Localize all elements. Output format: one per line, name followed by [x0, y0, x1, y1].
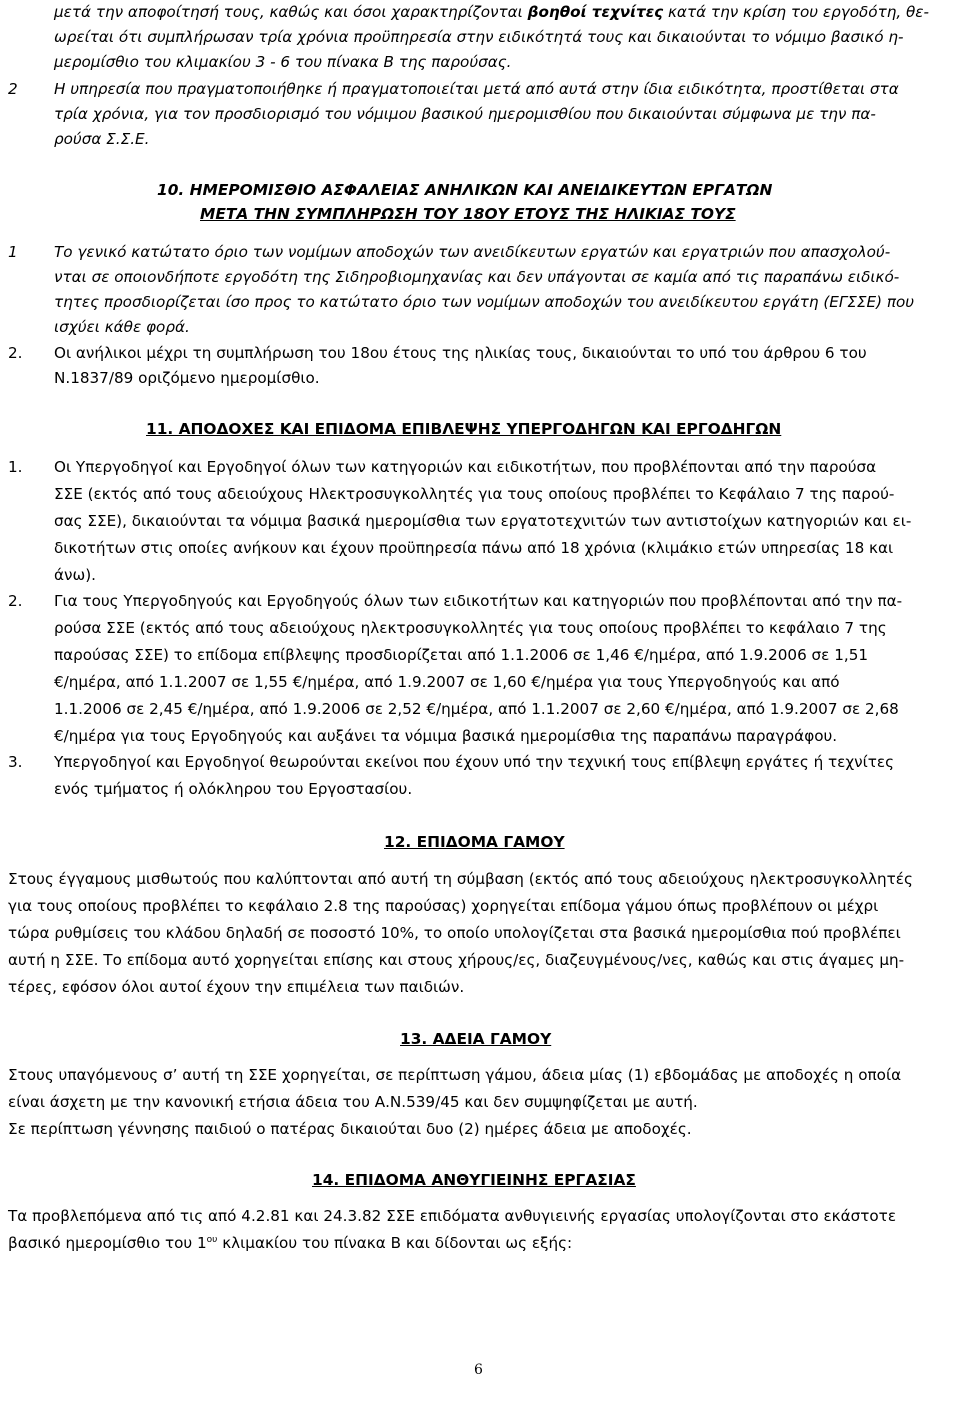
intro-item-line-2: τρία χρόνια, για τον προσδιορισμό του νόμιμου βασικού ημερομισθίου που δικαιούνται σύμφωνα με την πα- [54, 105, 876, 123]
page-number: 6 [474, 1362, 483, 1378]
section-11-item-1-line-4: δικοτήτων στις οποίες ανήκουν και έχουν προϋπηρεσία πάνω από 18 χρόνια (κλιμάκιο ετών υπηρεσίας 18 και [54, 539, 894, 557]
section-11-item-1-line-2: ΣΣΕ (εκτός από τους αδειούχους Ηλεκτροσυγκολλητές για τους οποίους προβλέπει το Κεφάλαιο 7 της παρού- [54, 485, 895, 503]
section-13-line-3: Σε περίπτωση γέννησης παιδιού ο πατέρας δικαιούται δυο (2) ημέρες άδεια με αποδοχές. [8, 1120, 692, 1138]
section-12-line-3: τώρα ρυθμίσεις του κλάδου δηλαδή σε ποσοστό 10%, το οποίο υπολογίζεται στα βασικά ημερομίσθια πού προβλέπει [8, 924, 901, 942]
section-10-item-1-line-1: Το γενικό κατώτατο όριο των νομίμων αποδοχών των ανειδίκευτων εργατών και εργατριών που απασχολού- [54, 243, 891, 261]
section-11-item-1-number: 1. [8, 458, 23, 476]
section-12-line-1: Στους έγγαμους μισθωτούς που καλύπτονται από αυτή τη σύμβαση (εκτός από τους αδειούχους ηλεκτροσυγκολλητές [8, 870, 913, 888]
section-10-item-1-line-3: τητες προσδιορίζεται ίσο προς το κατώτατο όριο των νομίμων αποδοχών του ανειδίκευτου εργάτη (ΕΓΣΣΕ) που [54, 293, 915, 311]
intro-item-line-3: ρούσα Σ.Σ.Ε. [54, 130, 150, 148]
section-11-item-3-number: 3. [8, 753, 23, 771]
section-11-item-3-line-1: Υπεργοδηγοί και Εργοδηγοί θεωρούνται εκείνοι που έχουν υπό την τεχνική τους επίβλεψη εργάτες ή τεχνίτες [54, 753, 895, 771]
section-11-item-1-line-1: Οι Υπεργοδηγοί και Εργοδηγοί όλων των κατηγοριών και ειδικοτήτων, που προβλέπονται από την παρούσα [54, 458, 877, 476]
section-14-title: 14. ΕΠΙΔΟΜΑ ΑΝΘΥΓΙΕΙΝΗΣ ΕΡΓΑΣΙΑΣ [312, 1171, 636, 1189]
section-10-item-2-number: 2. [8, 344, 23, 362]
section-10-title-line-2: ΜΕΤΑ ΤΗΝ ΣΥΜΠΛΗΡΩΣΗ ΤΟΥ 18ΟΥ ΕΤΟΥΣ ΤΗΣ ΗΛΙΚΙΑΣ ΤΟΥΣ [200, 205, 736, 223]
intro-line-3: μερομίσθιο του κλιμακίου 3 - 6 του πίνακα Β της παρούσας. [54, 53, 512, 71]
section-10-item-1-line-2: νται σε οποιονδήποτε εργοδότη της Σιδηροβιομηχανίας και δεν υπάγονται σε καμία από τις παραπάνω ειδικό- [54, 268, 900, 286]
section-11-item-2-line-3: παρούσας ΣΣΕ) το επίδομα επίβλεψης προσδιορίζεται από 1.1.2006 σε 1,46 €/ημέρα, από 1.9.2006 σε 1,51 [54, 646, 869, 664]
section-10-item-1-number: 1 [8, 243, 18, 261]
section-12-title: 12. ΕΠΙΔΟΜΑ ΓΑΜΟΥ [384, 833, 565, 851]
intro-line-2: ωρείται ότι συμπλήρωσαν τρία χρόνια προϋπηρεσία στην ειδικότητά τους και δικαιούνται το νόμιμο βασικό η- [54, 28, 904, 46]
section-11-item-2-line-5: 1.1.2006 σε 2,45 €/ημέρα, από 1.9.2006 σε 2,52 €/ημέρα, από 1.1.2007 σε 2,60 €/ημέρα, από 1.9.2007 σε 2,68 [54, 700, 899, 718]
section-14-line-2: βασικό ημερομίσθιο του $1^{o\upsilon}$ κλιμακίου του πίνακα Β και δίδονται ως εξής: [8, 1234, 573, 1252]
section-13-line-2: είναι άσχετη με την κανονική ετήσια άδεια του Α.Ν.539/45 και δεν συμψηφίζεται με αυτή. [8, 1093, 698, 1111]
intro-item-number: 2 [8, 80, 18, 98]
section-13-title: 13. ΑΔΕΙΑ ΓΑΜΟΥ [400, 1030, 552, 1048]
section-11-item-2-number: 2. [8, 592, 23, 610]
section-11-item-1-line-5: άνω). [54, 566, 96, 584]
intro-item-line-1: Η υπηρεσία που πραγματοποιήθηκε ή πραγματοποιείται μετά από αυτά στην ίδια ειδικότητα, προστίθεται στα [54, 80, 899, 98]
section-12-line-4: αυτή η ΣΣΕ. Το επίδομα αυτό χορηγείται επίσης και στους χήρους/ες, διαζευγμένους/νες, καθώς και στις άγαμες μη- [8, 951, 905, 969]
intro-line-1: μετά την αποφοίτησή τους, καθώς και όσοι χαρακτηρίζονται βοηθοί τεχνίτες κατά την κρίση του εργοδότη, θε- [54, 3, 929, 21]
section-13-line-1: Στους υπαγόμενους σ’ αυτή τη ΣΣΕ χορηγείται, σε περίπτωση γάμου, άδεια μίας (1) εβδομάδας με αποδοχές η οποία [8, 1066, 902, 1084]
section-11-title: 11. ΑΠΟΔΟΧΕΣ ΚΑΙ ΕΠΙΔΟΜΑ ΕΠΙΒΛΕΨΗΣ ΥΠΕΡΓΟΔΗΓΩΝ ΚΑΙ ΕΡΓΟΔΗΓΩΝ [146, 420, 782, 438]
section-10-item-2-line-2: Ν.1837/89 οριζόμενο ημερομίσθιο. [54, 369, 320, 387]
section-12-line-2: για τους οποίους προβλέπει το κεφάλαιο 2.8 της παρούσας) χορηγείται επίδομα γάμου όπως προβλέπουν οι μέχρι [8, 897, 879, 915]
intro-bold-term: βοηθοί τεχνίτες [527, 3, 664, 21]
section-14-line-1: Τα προβλεπόμενα από τις από 4.2.81 και 24.3.82 ΣΣΕ επιδόματα ανθυγιεινής εργασίας υπολογίζονται στο εκάστοτε [8, 1207, 897, 1225]
ordinal-superscript: ου [206, 1234, 218, 1245]
section-11-item-2-line-6: €/ημέρα για τους Εργοδηγούς και αυξάνει τα νόμιμα βασικά ημερομίσθια της παραπάνω παραγράφου. [54, 727, 838, 745]
section-10-title-line-1: 10. ΗΜΕΡΟΜΙΣΘΙΟ ΑΣΦΑΛΕΙΑΣ ΑΝΗΛΙΚΩΝ ΚΑΙ ΑΝΕΙΔΙΚΕΥΤΩΝ ΕΡΓΑΤΩΝ [157, 181, 773, 199]
section-10-item-1-line-4: ισχύει κάθε φορά. [54, 318, 190, 336]
section-10-item-2-line-1: Οι ανήλικοι μέχρι τη συμπλήρωση του 18ου έτους της ηλικίας τους, δικαιούνται το υπό του άρθρου 6 του [54, 344, 867, 362]
section-11-item-2-line-2: ρούσα ΣΣΕ (εκτός από τους αδειούχους ηλεκτροσυγκολλητές για τους οποίους προβλέπει το κεφάλαιο 7 της [54, 619, 887, 637]
section-12-line-5: τέρες, εφόσον όλοι αυτοί έχουν την επιμέλεια των παιδιών. [8, 978, 465, 996]
section-11-item-1-line-3: σας ΣΣΕ), δικαιούνται τα νόμιμα βασικά ημερομίσθια των εργατοτεχνιτών των αντιστοίχων κατηγοριών και ει- [54, 512, 912, 530]
section-11-item-2-line-4: €/ημέρα, από 1.1.2007 σε 1,55 €/ημέρα, από 1.9.2007 σε 1,60 €/ημέρα για τους Υπεργοδηγούς και από [54, 673, 840, 691]
section-11-item-2-line-1: Για τους Υπεργοδηγούς και Εργοδηγούς όλων των ειδικοτήτων και κατηγοριών που προβλέπονται από την πα- [54, 592, 903, 610]
section-11-item-3-line-2: ενός τμήματος ή ολόκληρου του Εργοστασίου. [54, 780, 413, 798]
